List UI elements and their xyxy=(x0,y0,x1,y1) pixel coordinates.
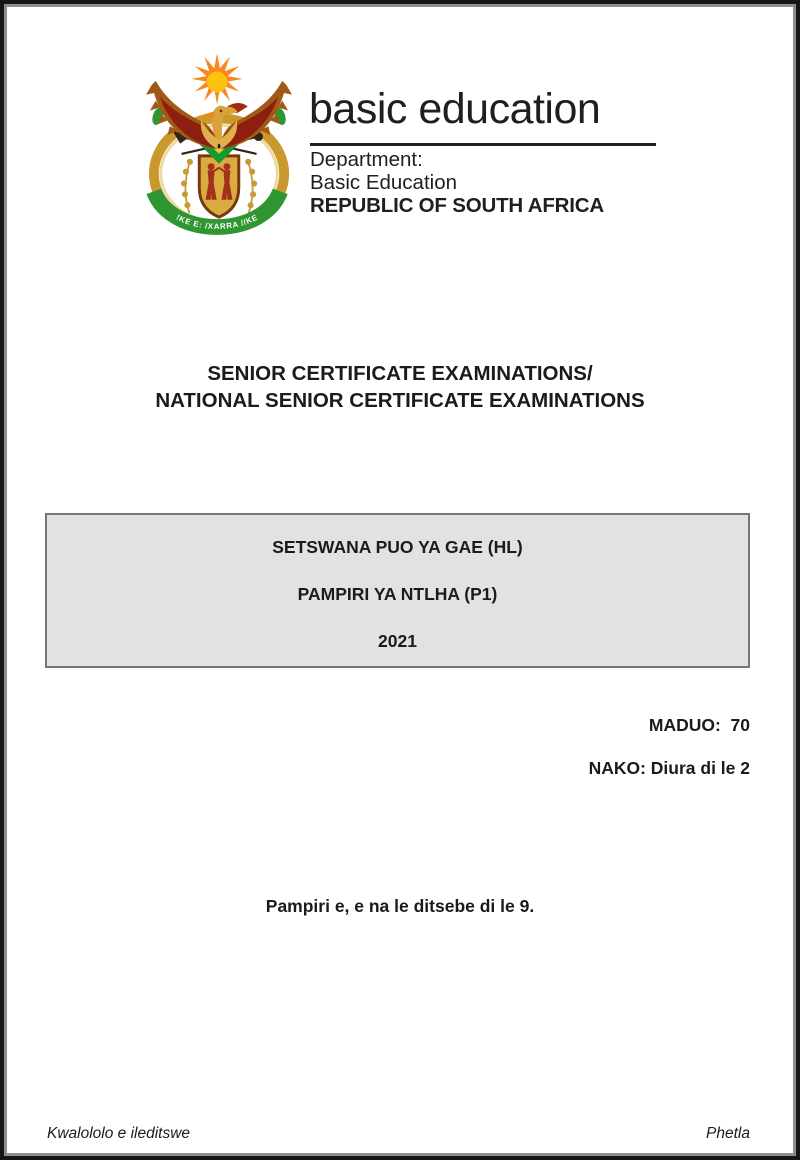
time-line: NAKO: Diura di le 2 xyxy=(588,758,750,778)
wordmark: basic education xyxy=(309,85,601,133)
exam-info xyxy=(589,715,750,779)
wheat-right xyxy=(246,159,257,213)
sun-core xyxy=(207,71,228,92)
footer-turn-over-text: Phetla xyxy=(706,1125,750,1142)
footer-copyright-text: Kwalololo e ileditswe xyxy=(47,1125,191,1142)
exam-heading-line2: NATIONAL SENIOR CERTIFICATE EXAMINATIONS xyxy=(155,388,645,412)
wheat-left xyxy=(181,159,192,213)
subject-title: SETSWANA PUO YA GAE (HL) xyxy=(272,537,523,557)
subject-box xyxy=(45,513,750,668)
shield xyxy=(199,156,239,217)
motto-text: !KE E: /XARRA //KE xyxy=(174,212,260,232)
wordmark-underline xyxy=(310,143,656,146)
page-note: Pampiri e, e na le ditsebe di le 9. xyxy=(265,896,535,916)
exam-year: 2021 xyxy=(378,631,417,651)
marks-line: MADUO: 70 xyxy=(648,715,750,735)
exam-heading xyxy=(0,361,800,414)
coat-of-arms-icon xyxy=(142,50,300,240)
exam-heading-line1: SENIOR CERTIFICATE EXAMINATIONS/ xyxy=(207,362,593,385)
department-label: Department: xyxy=(310,148,423,171)
department-name: Basic Education xyxy=(310,170,458,194)
department-block xyxy=(310,149,604,217)
country-name: REPUBLIC OF SOUTH AFRICA xyxy=(310,193,604,217)
paper-title: PAMPIRI YA NTLHA (P1) xyxy=(297,584,498,604)
